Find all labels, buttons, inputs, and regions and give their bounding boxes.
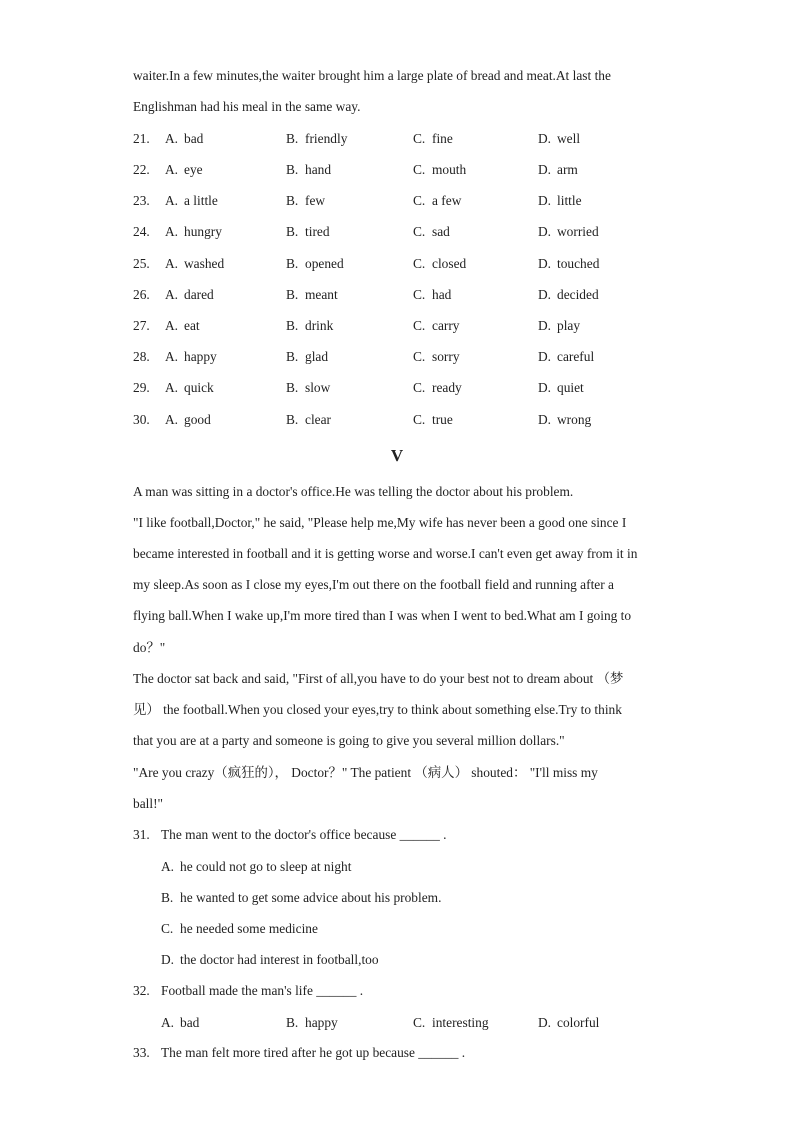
option-letter: A.	[165, 224, 179, 239]
option-b	[286, 349, 328, 365]
option-text: sad	[432, 224, 450, 239]
option-letter: B.	[286, 1015, 299, 1030]
option-letter: A.	[165, 318, 179, 333]
option-letter: A.	[161, 859, 175, 874]
option-letter: B.	[286, 412, 299, 427]
option-letter: C.	[413, 162, 426, 177]
option-b	[286, 256, 344, 272]
question-number: 32.	[133, 983, 150, 998]
option-text: play	[557, 318, 581, 333]
option-text: few	[305, 193, 326, 208]
option-text: slow	[305, 380, 331, 395]
option-text: sorry	[432, 349, 460, 364]
option-letter: C.	[413, 349, 426, 364]
option-c	[413, 224, 450, 240]
option-b	[286, 412, 331, 428]
option-letter: C.	[413, 287, 426, 302]
option-c	[413, 287, 451, 303]
option-text: eat	[184, 318, 200, 333]
question-number: 29.	[133, 380, 150, 395]
passage-line: "Are you crazy（疯狂的）， Doctor？" The patient （病人） shouted： "I'll miss my	[133, 765, 598, 780]
option-letter: B.	[286, 349, 299, 364]
q31-option-c	[161, 921, 318, 937]
option-letter: B.	[286, 256, 299, 271]
option-text: a little	[184, 193, 218, 208]
option-text: colorful	[557, 1015, 600, 1030]
option-c	[413, 131, 453, 147]
option-a	[165, 380, 214, 396]
q32-option-d	[538, 1015, 599, 1031]
option-letter: B.	[286, 318, 299, 333]
option-d	[538, 162, 578, 178]
option-text: fine	[432, 131, 453, 146]
option-text: quick	[184, 380, 214, 395]
option-letter: D.	[161, 952, 175, 967]
q32-option-b	[286, 1015, 338, 1031]
option-d	[538, 380, 584, 396]
option-d	[538, 193, 582, 209]
question-number: 22.	[133, 162, 150, 177]
option-c	[413, 162, 466, 178]
option-text: he wanted to get some advice about his problem.	[180, 890, 442, 905]
passage-line: "I like football,Doctor," he said, "Please help me,My wife has never been a good one since I	[133, 515, 627, 530]
option-letter: B.	[286, 224, 299, 239]
passage-line: my sleep.As soon as I close my eyes,I'm out there on the football field and running after a	[133, 577, 614, 592]
intro-line-2: Englishman had his meal in the same way.	[133, 99, 361, 114]
passage-line: The doctor sat back and said, "First of all,you have to do your best not to dream about （梦	[133, 671, 624, 686]
option-letter: A.	[165, 412, 179, 427]
option-text: careful	[557, 349, 595, 364]
option-text: decided	[557, 287, 599, 302]
passage-line: ball!"	[133, 796, 164, 811]
question-number: 27.	[133, 318, 150, 333]
option-letter: B.	[286, 380, 299, 395]
option-text: interesting	[432, 1015, 489, 1030]
option-text: eye	[184, 162, 203, 177]
option-letter: A.	[165, 349, 179, 364]
option-letter: A.	[165, 193, 179, 208]
option-c	[413, 380, 462, 396]
option-letter: D.	[538, 193, 552, 208]
option-letter: B.	[286, 131, 299, 146]
option-letter: D.	[538, 1015, 552, 1030]
option-letter: C.	[413, 380, 426, 395]
option-text: arm	[557, 162, 578, 177]
option-text: tired	[305, 224, 330, 239]
option-text: carry	[432, 318, 460, 333]
option-letter: D.	[538, 256, 552, 271]
option-letter: A.	[165, 131, 179, 146]
option-b	[286, 380, 330, 396]
option-text: opened	[305, 256, 344, 271]
option-letter: C.	[413, 1015, 426, 1030]
option-c	[413, 412, 453, 428]
option-text: wrong	[557, 412, 592, 427]
option-c	[413, 318, 460, 334]
option-text: hungry	[184, 224, 222, 239]
question-number: 26.	[133, 287, 150, 302]
question-number: 25.	[133, 256, 150, 271]
option-letter: C.	[413, 412, 426, 427]
option-text: closed	[432, 256, 467, 271]
option-text: dared	[184, 287, 214, 302]
option-letter: B.	[286, 162, 299, 177]
option-a	[165, 318, 200, 334]
option-text: the doctor had interest in football,too	[180, 952, 379, 967]
option-text: ready	[432, 380, 462, 395]
question-stem: The man felt more tired after he got up because ______ .	[161, 1045, 466, 1060]
option-letter: B.	[286, 287, 299, 302]
q31-option-b	[161, 890, 441, 906]
option-a	[165, 412, 211, 428]
passage-line: A man was sitting in a doctor's office.He was telling the doctor about his problem.	[133, 484, 574, 499]
option-b	[286, 193, 325, 209]
option-d	[538, 349, 594, 365]
question-number: 24.	[133, 224, 150, 239]
question-number: 31.	[133, 827, 150, 842]
option-text: washed	[184, 256, 225, 271]
option-letter: B.	[161, 890, 174, 905]
option-text: well	[557, 131, 581, 146]
option-b	[286, 162, 331, 178]
option-b	[286, 224, 330, 240]
option-text: clear	[305, 412, 332, 427]
option-text: good	[184, 412, 211, 427]
option-text: quiet	[557, 380, 584, 395]
option-c	[413, 193, 461, 209]
question-number: 30.	[133, 412, 150, 427]
question-number: 28.	[133, 349, 150, 364]
section-heading: V	[390, 446, 404, 465]
option-text: happy	[305, 1015, 338, 1030]
option-d	[538, 287, 599, 303]
option-letter: D.	[538, 318, 552, 333]
option-text: happy	[184, 349, 217, 364]
option-letter: D.	[538, 349, 552, 364]
passage-line: that you are at a party and someone is going to give you several million dollars."	[133, 733, 565, 748]
option-text: glad	[305, 349, 329, 364]
option-c	[413, 256, 466, 272]
option-text: had	[432, 287, 452, 302]
question-number: 21.	[133, 131, 150, 146]
option-letter: A.	[165, 380, 179, 395]
q32-option-c	[413, 1015, 489, 1031]
option-letter: C.	[413, 318, 426, 333]
option-text: mouth	[432, 162, 467, 177]
option-letter: C.	[161, 921, 174, 936]
option-a	[165, 193, 218, 209]
option-text: drink	[305, 318, 334, 333]
option-d	[538, 224, 599, 240]
option-a	[165, 349, 217, 365]
option-d	[538, 131, 580, 147]
question-stem: Football made the man's life ______ .	[161, 983, 364, 998]
intro-line-1: waiter.In a few minutes,the waiter brought him a large plate of bread and meat.At last the	[133, 68, 611, 83]
option-letter: D.	[538, 131, 552, 146]
option-letter: A.	[161, 1015, 175, 1030]
option-text: bad	[184, 131, 204, 146]
option-text: he could not go to sleep at night	[180, 859, 352, 874]
q31-option-d	[161, 952, 379, 968]
option-text: he needed some medicine	[180, 921, 318, 936]
option-a	[165, 131, 203, 147]
passage-line: flying ball.When I wake up,I'm more tired than I was when I went to bed.What am I going to	[133, 608, 632, 623]
option-d	[538, 412, 591, 428]
option-a	[165, 287, 214, 303]
option-a	[165, 256, 224, 272]
option-a	[165, 224, 222, 240]
option-letter: A.	[165, 256, 179, 271]
passage-line: became interested in football and it is getting worse and worse.I can't even get away from it in	[133, 546, 638, 561]
option-c	[413, 349, 460, 365]
option-text: bad	[180, 1015, 200, 1030]
option-letter: C.	[413, 256, 426, 271]
option-a	[165, 162, 203, 178]
option-letter: C.	[413, 131, 426, 146]
option-text: touched	[557, 256, 600, 271]
q32-option-a	[161, 1015, 199, 1031]
option-text: a few	[432, 193, 462, 208]
option-text: worried	[557, 224, 599, 239]
option-letter: C.	[413, 193, 426, 208]
passage-line: 见） the football.When you closed your eyes,try to think about something else.Try to think	[133, 702, 622, 717]
option-letter: A.	[165, 162, 179, 177]
q31-option-a	[161, 859, 351, 875]
option-b	[286, 287, 338, 303]
option-letter: D.	[538, 287, 552, 302]
option-d	[538, 256, 599, 272]
option-text: friendly	[305, 131, 348, 146]
passage-line: do？"	[133, 640, 166, 655]
question-number: 33.	[133, 1045, 150, 1060]
option-text: true	[432, 412, 453, 427]
option-d	[538, 318, 580, 334]
question-number: 23.	[133, 193, 150, 208]
option-letter: A.	[165, 287, 179, 302]
option-letter: D.	[538, 224, 552, 239]
option-text: meant	[305, 287, 338, 302]
option-b	[286, 318, 333, 334]
option-b	[286, 131, 347, 147]
question-stem: The man went to the doctor's office because ______ .	[161, 827, 447, 842]
option-text: hand	[305, 162, 332, 177]
option-letter: D.	[538, 412, 552, 427]
option-letter: B.	[286, 193, 299, 208]
option-letter: D.	[538, 162, 552, 177]
option-text: little	[557, 193, 582, 208]
option-letter: D.	[538, 380, 552, 395]
option-letter: C.	[413, 224, 426, 239]
